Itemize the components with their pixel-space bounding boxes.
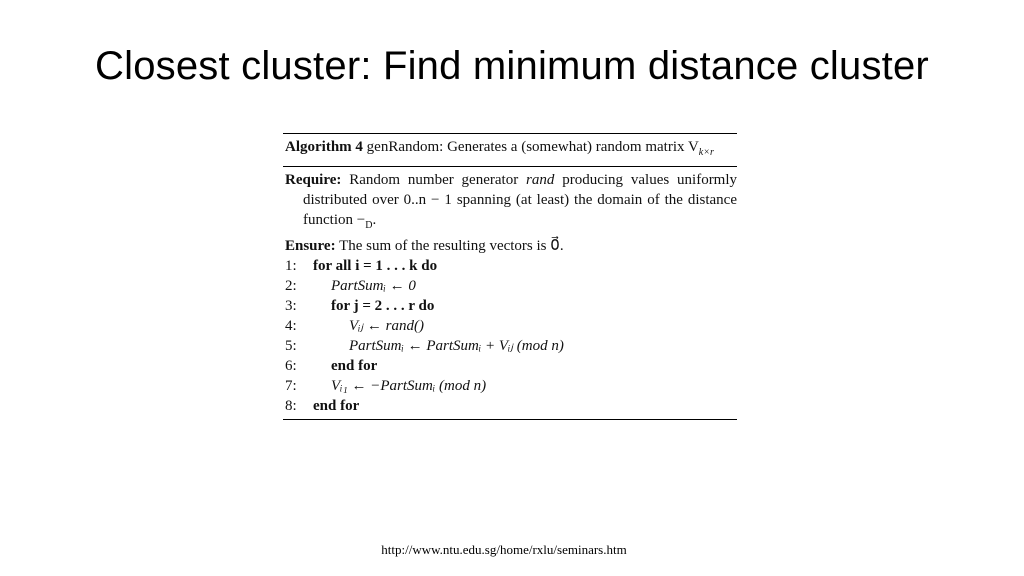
line-text: end for [313, 398, 360, 414]
algorithm-line-5 [285, 336, 737, 356]
algorithm-caption [283, 134, 737, 166]
line-text: Vᵢ₁ ← −PartSumᵢ (mod n) [331, 378, 487, 394]
require-label: Require: [285, 172, 342, 188]
line-text: Vᵢⱼ ← rand() [349, 318, 424, 334]
line-text: PartSumᵢ ← 0 [331, 278, 416, 294]
ensure-text: The sum of the resulting vectors is 0⃗. [339, 238, 564, 254]
require-clause [285, 170, 737, 236]
ensure-clause [285, 236, 737, 256]
algorithm-body [283, 167, 737, 419]
algorithm-caption-text: genRandom: Generates a (somewhat) random matrix V [366, 139, 699, 155]
algorithm-line-4 [285, 316, 737, 336]
footer-url: http://www.ntu.edu.sg/home/rxlu/seminars.htm [381, 542, 627, 557]
line-number: 4: [285, 318, 297, 334]
algorithm-line-1 [285, 256, 737, 276]
line-text: PartSumᵢ ← PartSumᵢ + Vᵢⱼ (mod n) [349, 338, 564, 354]
require-text-1: Random number generator [349, 172, 519, 188]
algorithm-line-8 [285, 396, 737, 416]
ensure-label: Ensure: [285, 238, 336, 254]
algorithm-line-3 [285, 296, 737, 316]
require-end: . [372, 212, 377, 228]
algorithm-line-7 [285, 376, 737, 396]
line-number: 7: [285, 378, 297, 394]
algorithm-line-2 [285, 276, 737, 296]
slide-title: Closest cluster: Find minimum distance cluster [95, 44, 929, 88]
bottom-rule [283, 419, 737, 420]
line-number: 5: [285, 338, 297, 354]
algorithm-label: Algorithm 4 [285, 139, 363, 155]
line-text: for j = 2 . . . r do [331, 298, 435, 314]
line-number: 2: [285, 278, 297, 294]
line-number: 6: [285, 358, 297, 374]
require-rand: rand [526, 172, 555, 188]
algorithm-box [283, 133, 737, 420]
require-text-2: producing values uniformly distributed over 0..n − 1 spanning (at least) the domain of the distance function − [303, 172, 738, 228]
line-text: for all i = 1 . . . k do [313, 258, 438, 274]
line-number: 8: [285, 398, 297, 414]
algorithm-caption-subscript: k×r [698, 147, 714, 158]
line-text: end for [331, 358, 378, 374]
algorithm-line-6 [285, 356, 737, 376]
line-number: 3: [285, 298, 297, 314]
line-number: 1: [285, 258, 297, 274]
require-subscript: D [365, 220, 373, 231]
